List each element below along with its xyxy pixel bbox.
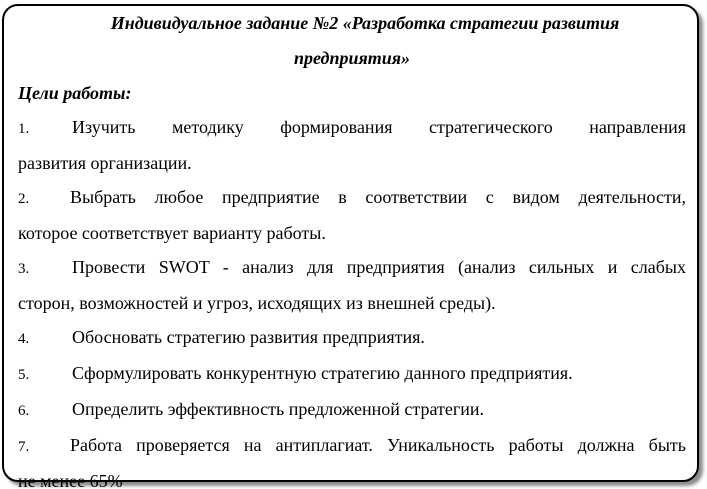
- goal-text-line-2: не менее 65%: [18, 471, 123, 489]
- goal-item-5: [18, 356, 686, 392]
- goal-item-2: [18, 180, 686, 250]
- goal-number: 4.: [18, 331, 30, 347]
- goal-text-line-1: Обосновать стратегию развития предприятия.: [72, 327, 425, 347]
- title-line-1: Индивидуальное задание №2 «Разработка стратегии развития: [110, 13, 620, 33]
- goal-text-line-2: сторон, возможностей и угроз, исходящих из внешней среды).: [18, 293, 496, 313]
- title-line-2: предприятия»: [293, 48, 411, 68]
- goal-number: 1.: [18, 121, 30, 137]
- goal-item-6: [18, 392, 686, 428]
- goal-number: 7.: [18, 439, 30, 455]
- goal-number: 2.: [18, 191, 30, 207]
- goal-item-4: [18, 320, 686, 356]
- goal-text-line-2: которое соответствует варианту работы.: [18, 223, 326, 243]
- goals-heading: Цели работы:: [18, 83, 132, 103]
- goal-number: 5.: [18, 367, 30, 383]
- assignment-content: [18, 6, 686, 489]
- goal-item-7: [18, 428, 686, 489]
- goal-item-1: [18, 110, 686, 180]
- goal-text-line-1: Определить эффективность предложенной стратегии.: [72, 399, 484, 419]
- goal-text-line-1: Выбрать любое предприятие в соответствии с видом деятельности,: [70, 187, 686, 207]
- goal-text-line-2: развития организации.: [18, 153, 192, 173]
- goal-text-line-1: Работа проверяется на антиплагиат. Уникальность работы должна быть: [70, 435, 686, 455]
- assignment-title: [18, 6, 686, 76]
- goal-text-line-1: Провести SWOT - анализ для предприятия (анализ сильных и слабых: [72, 257, 686, 277]
- goal-number: 6.: [18, 403, 30, 419]
- goal-text-line-1: Изучить методику формирования стратегического направления: [72, 117, 686, 137]
- goal-item-3: [18, 250, 686, 320]
- goal-number: 3.: [18, 261, 30, 277]
- goal-text-line-1: Сформулировать конкурентную стратегию данного предприятия.: [72, 363, 573, 383]
